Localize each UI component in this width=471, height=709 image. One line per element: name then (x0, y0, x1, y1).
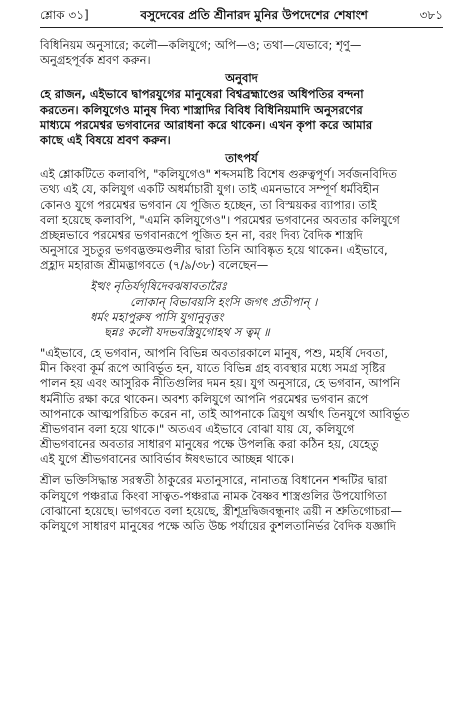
verse-line: লোকান্‌ বিভাবয়সি হংসি জগৎ প্রতীপান্‌ । (130, 294, 318, 309)
purport-line: কোনও যুগে পরমেশ্বর ভগবান যে পূজিত হচ্ছেন, তা বিস্ময়কর ব্যাপার। তাই (40, 197, 377, 212)
purport-paragraph-1 (40, 167, 443, 273)
purport-line: "এইভাবে, হে ভগবান, আপনি বিভিন্ন অবতারকালে মানুষ, পশু, মহর্ষি দেবতা, (40, 346, 389, 361)
verse-line: ধর্মং মহাপুরুষ পাসি যুগানুবৃত্তং (90, 309, 224, 324)
translation-line: কাছে এই বিষয়ে শ্রবণ করুন। (40, 132, 171, 147)
purport-line: কলিযুগে সাধারণ মানুষের পক্ষে অতি উচ্চ পর্যায়ের কুশলতানির্ভর বৈদিক যজ্ঞাদি (40, 518, 396, 533)
page-header (40, 8, 443, 28)
purport-line: শ্রীভগবান বলা হয়ে থাকে।" অতএব এইভাবে বোঝা যায় যে, কলিযুগে (40, 421, 355, 436)
translation (40, 87, 443, 148)
purport-line: ধর্মনীতি রক্ষা করে থাকেন। অবশ্য কলিযুগে আপনি পরমেশ্বর ভগবান রূপে (40, 391, 369, 406)
purport-line: পালন হয় এবং আসুরিক নীতিগুলির দমন হয়। যুগ অনুসারে, হে ভগবান, আপনি (40, 376, 401, 391)
translation-line: মাধ্যমে পরমেশ্বর ভগবানের আরাধনা করে থাকেন। এখন কৃপা করে আমার (40, 117, 373, 132)
page-number: ৩৮১ (419, 8, 443, 22)
purport-heading: তাৎপর্য (225, 151, 258, 166)
purport-paragraph-2 (40, 346, 443, 467)
purport-line: মীন কিংবা কূর্ম রূপে আবির্ভূত হন, যাতে বিভিন্ন গ্রহ ব্যবস্থার মধ্যে সমগ্র সৃষ্টির (40, 361, 386, 376)
purport (40, 167, 443, 534)
sanskrit-verse (90, 279, 443, 340)
purport-line: বলা হয়েছে কলাবপি, "এমনি কলিযুগেও"। পরমেশ্বর ভগবানের অবতার কলিযুগে (40, 212, 400, 227)
purport-line: শ্রীভগবানের অবতার সাধারণ মানুষের পক্ষে উপলব্ধি করা কঠিন হয়, যেহেতু (40, 437, 379, 452)
purport-line: প্রচ্ছন্নভাবে পরমেশ্বর ভগবানরূপে পূজিত হন না, বরং দিব্য বৈদিক শাস্ত্রদি (40, 227, 363, 242)
verse-line: ছন্নঃ কলৌ যদভবস্ত্রিযুগোহথ স ত্বম্‌ ॥ (104, 324, 270, 339)
translation-line: করতেন। কলিযুগেও মানুষ দিব্য শাস্ত্রাদির বিবিধ বিধিনিয়মাদি অনুসরণের (40, 102, 363, 117)
synonyms-line: অনুগ্রহপূর্বক শ্রবণ করুন। (40, 53, 151, 67)
purport-line: এই যুগে শ্রীভগবানের আবির্ভাব ঈষৎভাবে আচ্ছন্ন থাকে। (40, 452, 294, 467)
synonyms-line: বিধিনিয়ম অনুসারে; কলৌ—কলিযুগে; অপি—ও; তথা—যেভাবে; শৃণু— (40, 37, 362, 52)
synonyms (40, 38, 443, 68)
verse-reference: শ্লোক ৩১] (40, 8, 89, 22)
purport-paragraph-3 (40, 473, 443, 534)
purport-line: শ্রীল ভক্তিসিদ্ধান্ত সরস্বতী ঠাকুরের মতানুসারে, নানাতন্ত্র বিধানেন শব্দটির দ্বারা (40, 473, 388, 488)
purport-line: বোঝানো হয়েছে। ভাগবতে বলা হয়েছে, স্ত্রীশূদ্রদ্বিজবন্ধূনাং ত্রয়ী ন শ্রুতিগোচরা— (40, 503, 402, 518)
chapter-title: বসুদেবের প্রতি শ্রীনারদ মুনির উপদেশের শেষাংশ (140, 8, 368, 22)
translation-line: হে রাজন, এইভাবে দ্বাপরযুগের মানুষেরা বিশ্বব্রহ্মাণ্ডের অধিপতির বন্দনা (40, 87, 364, 102)
purport-line: কলিযুগে পঞ্চরাত্র কিংবা সাত্বত-পঞ্চরাত্র নামক বৈষ্ণব শাস্ত্রগুলির উপযোগিতা (40, 488, 387, 503)
verse-line: ইত্থং নৃতির্যগৃষিদেবঝষাবতারৈঃ (90, 279, 228, 294)
purport-line: তথ্য এই যে, কলিযুগ একটি অধর্মাচারী যুগ। তাই এমনভাবে সম্পূর্ণ ধর্মবিহীন (40, 182, 380, 197)
purport-line: প্রহ্লাদ মহারাজ শ্রীমদ্ভাগবতে (৭/৯/৩৮) বলেছেন— (40, 258, 269, 273)
purport-line: অনুসারে সুচতুর ভগবদ্ভক্তমণ্ডলীর দ্বারা তিনি আবিষ্কৃত হয়ে থাকেন। এইভাবে, (40, 243, 388, 258)
purport-line: আপনাকে আত্মপরিচিত করেন না, তাই আপনাকে ত্রিযুগ অর্থাৎ তিনযুগে আবির্ভূত (40, 406, 410, 421)
purport-line: এই শ্লোকটিতে কলাবপি, "কলিযুগেও" শব্দসমষ্টি বিশেষ গুরুত্বপূর্ণ। সর্বজনবিদিত (40, 167, 397, 182)
translation-heading: অনুবাদ (225, 71, 258, 86)
